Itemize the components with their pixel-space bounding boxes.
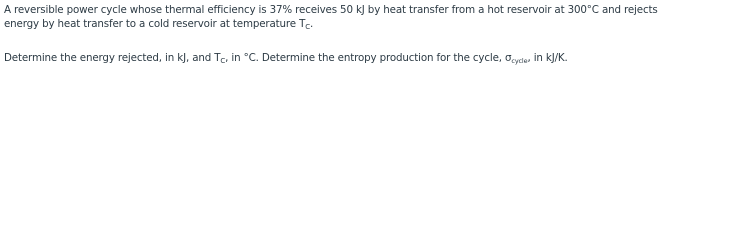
problem-question [4,51,734,68]
problem-description [4,3,734,34]
description-line-1: A reversible power cycle whose thermal efficiency is 37% receives 50 kJ by heat transfer from a hot reservoir at 300°C and rejects [4,4,658,16]
question-part-1: Determine the energy rejected, in kJ, and T [4,52,221,64]
problem-statement [4,3,734,68]
description-line-2: energy by heat transfer to a cold reservoir at temperature T [4,18,306,30]
description-line-2-end: . [310,18,314,30]
question-part-2: , in °C. Determine the entropy production for the cycle, σ [225,52,512,64]
question-part-3: , in kJ/K. [527,52,568,64]
tc-subscript: C [305,23,310,31]
sigma-cycle-subscript: cycle [511,57,528,65]
tc-subscript-question: C [220,57,226,65]
